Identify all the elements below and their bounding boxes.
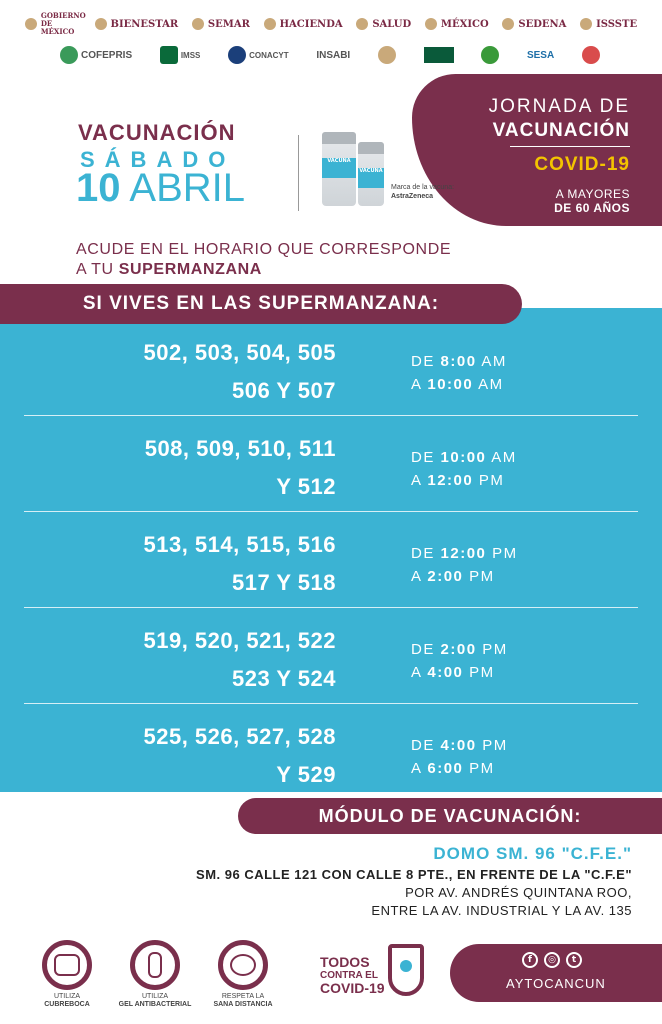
instructions: ACUDE EN EL HORARIO QUE CORRESPONDE A TU SUPERMANZANA — [76, 241, 452, 278]
supermanzana-list: 525, 526, 527, 528 Y 529 — [143, 724, 336, 787]
conacyt-icon — [228, 46, 246, 64]
seal-icon — [356, 18, 368, 30]
event-date: 10 ABRIL — [76, 166, 246, 210]
tip-cubreboca: UTILIZA CUBREBOCA — [22, 940, 112, 1009]
distance-icon — [218, 940, 268, 990]
time-range: DE 10:00 AM A 12:00 PM — [411, 449, 517, 489]
jornada-banner — [412, 74, 662, 226]
jornada-line1: JORNADA DE — [488, 96, 630, 117]
schedule-row — [0, 320, 662, 416]
instagram-icon[interactable]: ◎ — [544, 952, 560, 968]
schedule-row — [0, 416, 662, 512]
twitter-icon[interactable]: t — [566, 952, 582, 968]
module-heading: MÓDULO DE VACUNACIÓN: — [238, 798, 662, 834]
time-range: DE 2:00 PM A 4:00 PM — [411, 641, 508, 681]
seal-icon — [25, 18, 37, 30]
vaccine-vials — [322, 132, 384, 206]
seal-icon — [502, 18, 514, 30]
logo-mexico: MÉXICO — [425, 18, 489, 30]
seal-icon — [580, 18, 592, 30]
event-day: SÁBADO — [80, 147, 236, 172]
logo-salud: SALUD — [356, 18, 411, 30]
logo-green — [424, 47, 454, 63]
logo-imss: IMSS — [160, 46, 201, 64]
logo-insabi: INSABI — [316, 49, 351, 61]
seal-icon — [425, 18, 437, 30]
supermanzana-list: 513, 514, 515, 516 517 Y 518 — [143, 532, 336, 595]
logos-row-bottom — [60, 40, 600, 70]
covid-label: COVID-19 — [534, 154, 630, 175]
logo-bienestar: BIENESTAR — [95, 18, 179, 30]
jornada-line2: VACUNACIÓN — [492, 120, 630, 141]
campaign-logo: TODOS CONTRA EL COVID-19 — [320, 954, 385, 996]
cancun-icon — [582, 46, 600, 64]
logo-seal — [378, 46, 396, 64]
vial-icon: VACUNA — [322, 132, 356, 206]
schedule-row — [0, 512, 662, 608]
time-range: DE 12:00 PM A 2:00 PM — [411, 545, 518, 585]
seal-icon — [95, 18, 107, 30]
logo-cofepris: COFEPRIS — [60, 46, 132, 64]
emblem-icon — [481, 46, 499, 64]
vaccine-brand: Marca de la vacuna: AstraZeneca — [391, 184, 455, 200]
social-block — [450, 944, 662, 1002]
cofepris-icon — [60, 46, 78, 64]
sanitizer-icon — [130, 940, 180, 990]
seal-icon — [264, 18, 276, 30]
social-handle: AYTOCANCUN — [506, 976, 606, 991]
logo-conacyt: CONACYT — [228, 46, 289, 64]
logo-hacienda: HACIENDA — [264, 18, 343, 30]
schedule-heading: SI VIVES EN LAS SUPERMANZANA: — [0, 284, 522, 324]
module-place: DOMO SM. 96 "C.F.E." — [433, 844, 632, 863]
module-address: SM. 96 CALLE 121 CON CALLE 8 PTE., EN FRENTE DE LA "C.F.E" POR AV. ANDRÉS QUINTANA ROO, ENTRE LA AV. INDUSTRIAL Y LA AV. 135 — [196, 867, 632, 918]
schedule-row — [0, 608, 662, 704]
flag-icon — [424, 47, 454, 63]
supermanzana-list: 502, 503, 504, 505 506 Y 507 — [143, 340, 336, 403]
time-range: DE 4:00 PM A 6:00 PM — [411, 737, 508, 777]
supermanzana-list: 508, 509, 510, 511 Y 512 — [144, 436, 336, 499]
facebook-icon[interactable]: f — [522, 952, 538, 968]
logo-quintana-roo — [481, 46, 499, 64]
logos-row-top — [0, 10, 662, 38]
vial-icon: VACUNA — [358, 142, 384, 206]
age-requirement: A MAYORES DE 60 AÑOS — [554, 187, 630, 215]
logo-issste: ISSSTE — [580, 18, 637, 30]
logo-sesa: SESA — [526, 49, 555, 61]
schedule-row — [0, 704, 662, 800]
tip-gel: UTILIZA GEL ANTIBACTERIAL — [110, 940, 200, 1009]
vertical-divider — [298, 135, 299, 211]
event-title: VACUNACIÓN — [78, 120, 236, 145]
seal-icon — [378, 46, 396, 64]
seal-icon — [192, 18, 204, 30]
logo-gobierno: GOBIERNO DE MÉXICO — [25, 12, 81, 36]
schedule-panel — [0, 308, 662, 792]
imss-icon — [160, 46, 178, 64]
shield-icon — [388, 944, 424, 996]
mask-icon — [42, 940, 92, 990]
tip-distancia: RESPETA LA SANA DISTANCIA — [198, 940, 288, 1009]
divider — [510, 146, 630, 147]
logo-cancun — [582, 46, 600, 64]
time-range: DE 8:00 AM A 10:00 AM — [411, 353, 507, 393]
logo-semar: SEMAR — [192, 18, 250, 30]
logo-sedena: SEDENA — [502, 18, 566, 30]
supermanzana-list: 519, 520, 521, 522 523 Y 524 — [143, 628, 336, 691]
